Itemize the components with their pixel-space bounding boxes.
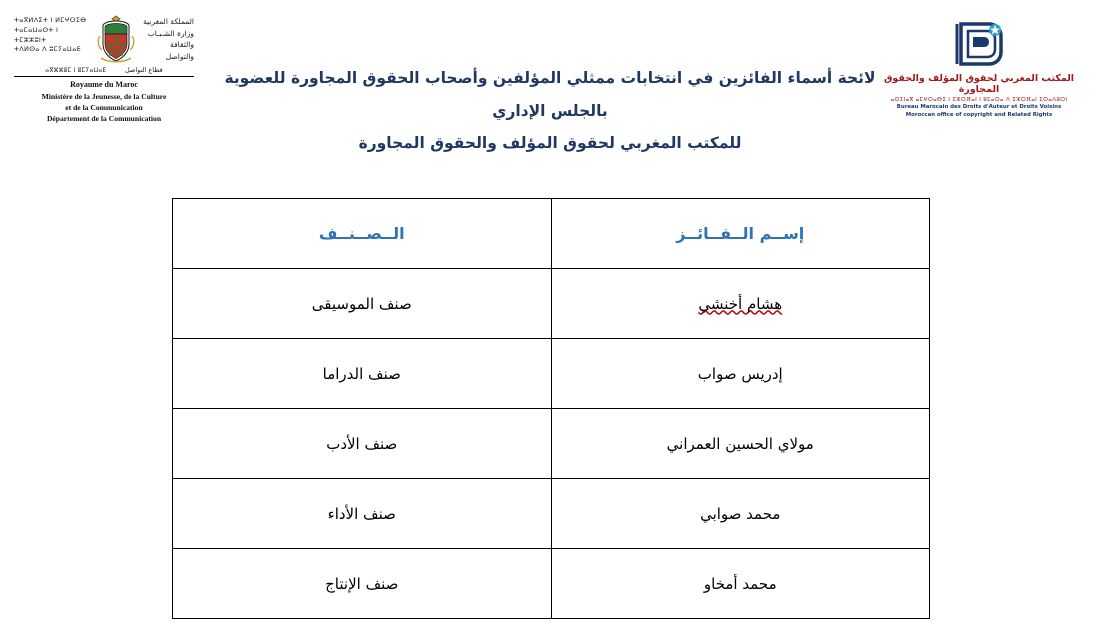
bmda-amazigh-name: ⴰⵙⵉⵏⴰⴳ ⴰⵎⵖⵔⴰⴱⵉ ⵏ ⵉⵣⵔⴼⴰⵏ ⵏ ⵓⵎⴰⵔⴰ ⴷ ⵉⵣⵔⴼⴰⵏ ⵉⵙⴰⴷⵓⵔⵏ xyxy=(890,97,1068,103)
ministry-amazigh-line-1: ⵜⴰⴳⵍⴷⵉⵜ ⵏ ⵍⵎⵖⵔⵉⴱ xyxy=(14,16,87,24)
ministry-amazigh-text xyxy=(14,14,90,55)
ministry-logo xyxy=(14,14,194,124)
table-row xyxy=(173,479,930,549)
ministry-sector-arabic: قطاع التواصل xyxy=(124,66,163,74)
bmda-french-name xyxy=(879,104,1079,120)
column-header-category: الــصــنــف xyxy=(173,199,552,269)
page-title xyxy=(200,62,900,160)
bmda-french-line-2: Moroccan office of copyright and Related Rights xyxy=(905,111,1053,118)
cell-category: صنف الدراما xyxy=(173,339,552,409)
ministry-arabic-text xyxy=(142,14,194,63)
table-body xyxy=(173,269,930,619)
cell-category: صنف الأدب xyxy=(173,409,552,479)
page-title-line-2: للمكتب المغربي لحقوق المؤلف والحقوق المجاورة xyxy=(358,134,742,153)
ministry-divider xyxy=(14,76,194,77)
document-header xyxy=(0,0,1101,160)
winners-table xyxy=(172,198,930,619)
table-header-row xyxy=(173,199,930,269)
bmda-french-line-1: Bureau Marocain des Droits d'Auteur et Droits Voisins xyxy=(896,104,1062,110)
winner-name-text: هشام أخنشي xyxy=(698,294,783,313)
table-row xyxy=(173,339,930,409)
bmda-logo xyxy=(879,18,1079,120)
ministry-french-text xyxy=(14,79,194,124)
column-header-name: إســم الــفــائــز xyxy=(551,199,930,269)
ministry-arabic-line-3: والثقافة والتواصل xyxy=(165,40,194,61)
cell-category: صنف الأداء xyxy=(173,479,552,549)
morocco-coat-of-arms-icon xyxy=(95,14,137,64)
cell-winner-name xyxy=(551,269,930,339)
ministry-amazigh-line-2: ⵜⴰⵎⴰⵡⴰⵙⵜ ⵏ ⵜⵎⵣⵣⵓⵏⵜ xyxy=(14,25,59,44)
table-header xyxy=(173,199,930,269)
ministry-sector-line xyxy=(14,66,194,74)
ministry-logo-top xyxy=(14,14,194,64)
ministry-arabic-line-2: وزارة الشـبـاب xyxy=(147,28,194,38)
cell-winner-name: إدريس صواب xyxy=(551,339,930,409)
cell-winner-name: محمد صوابي xyxy=(551,479,930,549)
table-row xyxy=(173,409,930,479)
ministry-amazigh-line-3: ⵜⴷⵍⵙⴰ ⴷ ⵓⵎⵢⴰⵡⴰⴹ xyxy=(14,45,82,54)
bmda-emblem-icon xyxy=(949,18,1009,70)
ministry-french-line-2: Ministère de la Jeunesse, de la Culture xyxy=(41,91,167,101)
ministry-sector-amazigh: ⴰⴳⵣⵣⵓⵎ ⵏ ⵓⵎⵢⴰⵡⴰⴹ xyxy=(45,67,107,74)
page-title-line-1: لائحة أسماء الفائزين في انتخابات ممثلي المؤلفين وأصحاب الحقوق المجاورة للعضوية بالجلس الإداري xyxy=(224,69,876,120)
ministry-french-line-1: Royaume du Maroc xyxy=(70,80,138,89)
cell-winner-name: مولاي الحسين العمراني xyxy=(551,409,930,479)
ministry-french-line-4: Département de la Communication xyxy=(46,113,162,123)
ministry-arabic-line-1: المملكة المغربية xyxy=(143,17,194,26)
table-row xyxy=(173,269,930,339)
cell-winner-name: محمد أمخاو xyxy=(551,549,930,619)
bmda-arabic-name: المكتب المغربي لحقوق المؤلف والحقوق المجاورة xyxy=(883,73,1075,95)
cell-category: صنف الإنتاج xyxy=(173,549,552,619)
cell-category: صنف الموسيقى xyxy=(173,269,552,339)
ministry-french-line-3: et de la Communication xyxy=(65,102,143,112)
table-row xyxy=(173,549,930,619)
